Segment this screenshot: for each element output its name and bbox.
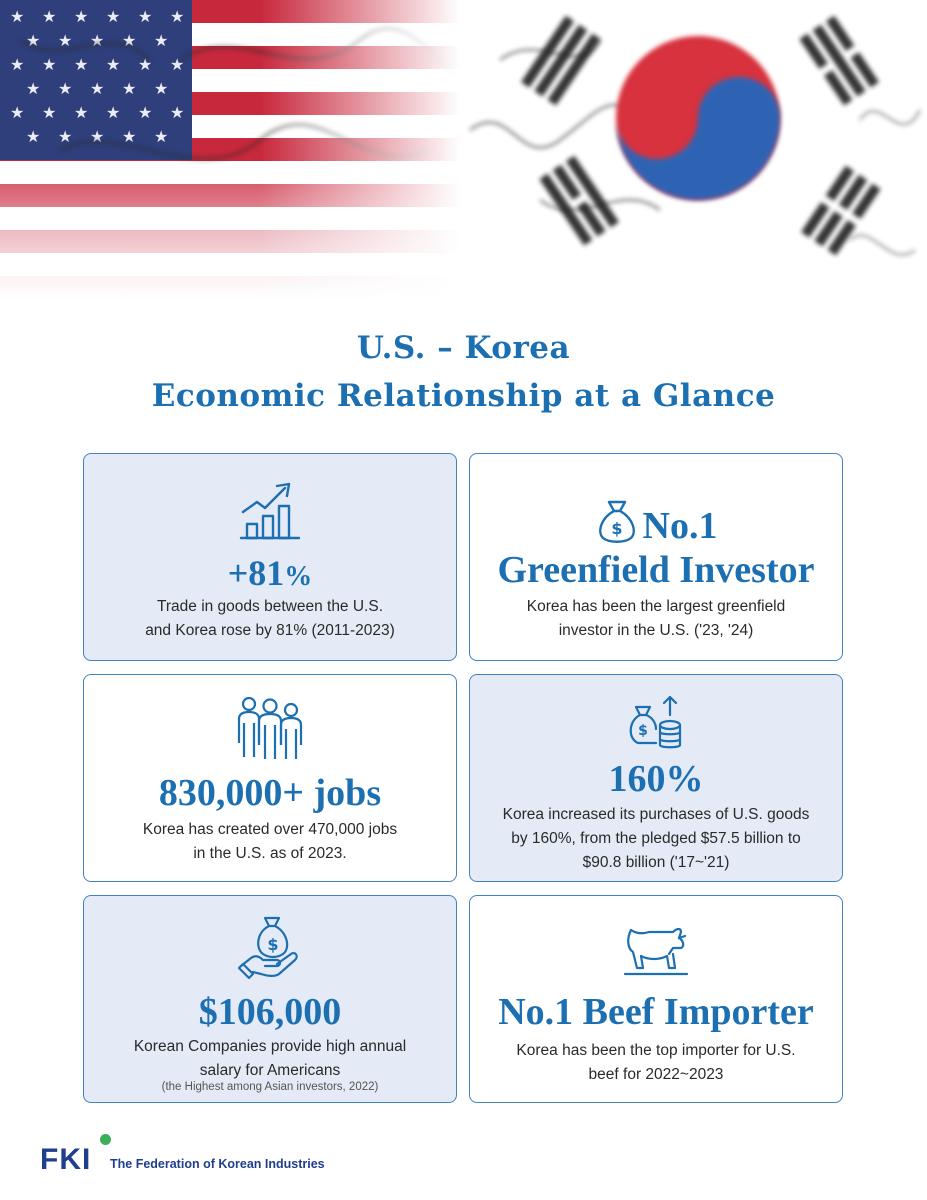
flags-illustration — [0, 0, 927, 300]
greenfield-desc: Korea has been the largest greenfield investor in the U.S. ('23, '24) — [526, 598, 786, 639]
money-growth-icon — [626, 693, 686, 753]
svg-text:$: $ — [267, 935, 279, 954]
purchases-stat: 160% — [608, 758, 704, 800]
greenfield-investor-title: Greenfield Investor — [497, 549, 815, 591]
purchases-desc: Korea increased its purchases of U.S. goods by 160%, from the pledged $57.5 billion to $90.8 billion ('17~'21) — [502, 806, 810, 871]
jobs-stat: 830,000+ jobs — [158, 772, 382, 814]
salary-note: (the Highest among Asian investors, 2022) — [161, 1081, 379, 1093]
salary-card — [83, 895, 457, 1103]
trade-growth-card — [83, 453, 457, 661]
money-bag-icon — [595, 498, 639, 544]
jobs-card — [83, 674, 457, 882]
cow-icon — [623, 924, 689, 982]
jobs-desc: Korea has created over 470,000 jobs in the U.S. as of 2023. — [142, 821, 398, 862]
greenfield-rank-stat: $ No.1 — [470, 498, 842, 548]
people-icon — [235, 695, 305, 761]
salary-desc: Korean Companies provide high annual salary for Americans — [133, 1038, 407, 1079]
page-title-line1: U.S. – Korea — [356, 330, 571, 366]
korea-flag — [460, 0, 927, 300]
fki-logo: FKI — [40, 1143, 92, 1176]
us-flag — [0, 0, 520, 300]
greenfield-investor-card — [469, 453, 843, 661]
trade-growth-stat: +81% — [227, 553, 313, 593]
hero-flags-banner — [0, 0, 927, 300]
growth-chart-icon — [237, 476, 303, 542]
purchases-card — [469, 674, 843, 882]
salary-stat: $106,000 — [198, 991, 342, 1033]
beef-importer-stat: No.1 Beef Importer — [498, 991, 814, 1033]
fki-logo-dot — [100, 1134, 111, 1145]
beef-importer-desc: Korea has been the top importer for U.S. beef for 2022~2023 — [516, 1042, 796, 1083]
fki-organization-name: The Federation of Korean Industries — [110, 1157, 325, 1171]
svg-text:$: $ — [610, 519, 623, 538]
svg-text:$: $ — [638, 723, 648, 739]
trade-growth-desc: Trade in goods between the U.S. and Korea rose by 81% (2011-2023) — [145, 598, 395, 639]
page-title-line2: Economic Relationship at a Glance — [151, 378, 776, 414]
beef-importer-card — [469, 895, 843, 1103]
hand-money-icon — [237, 914, 303, 982]
